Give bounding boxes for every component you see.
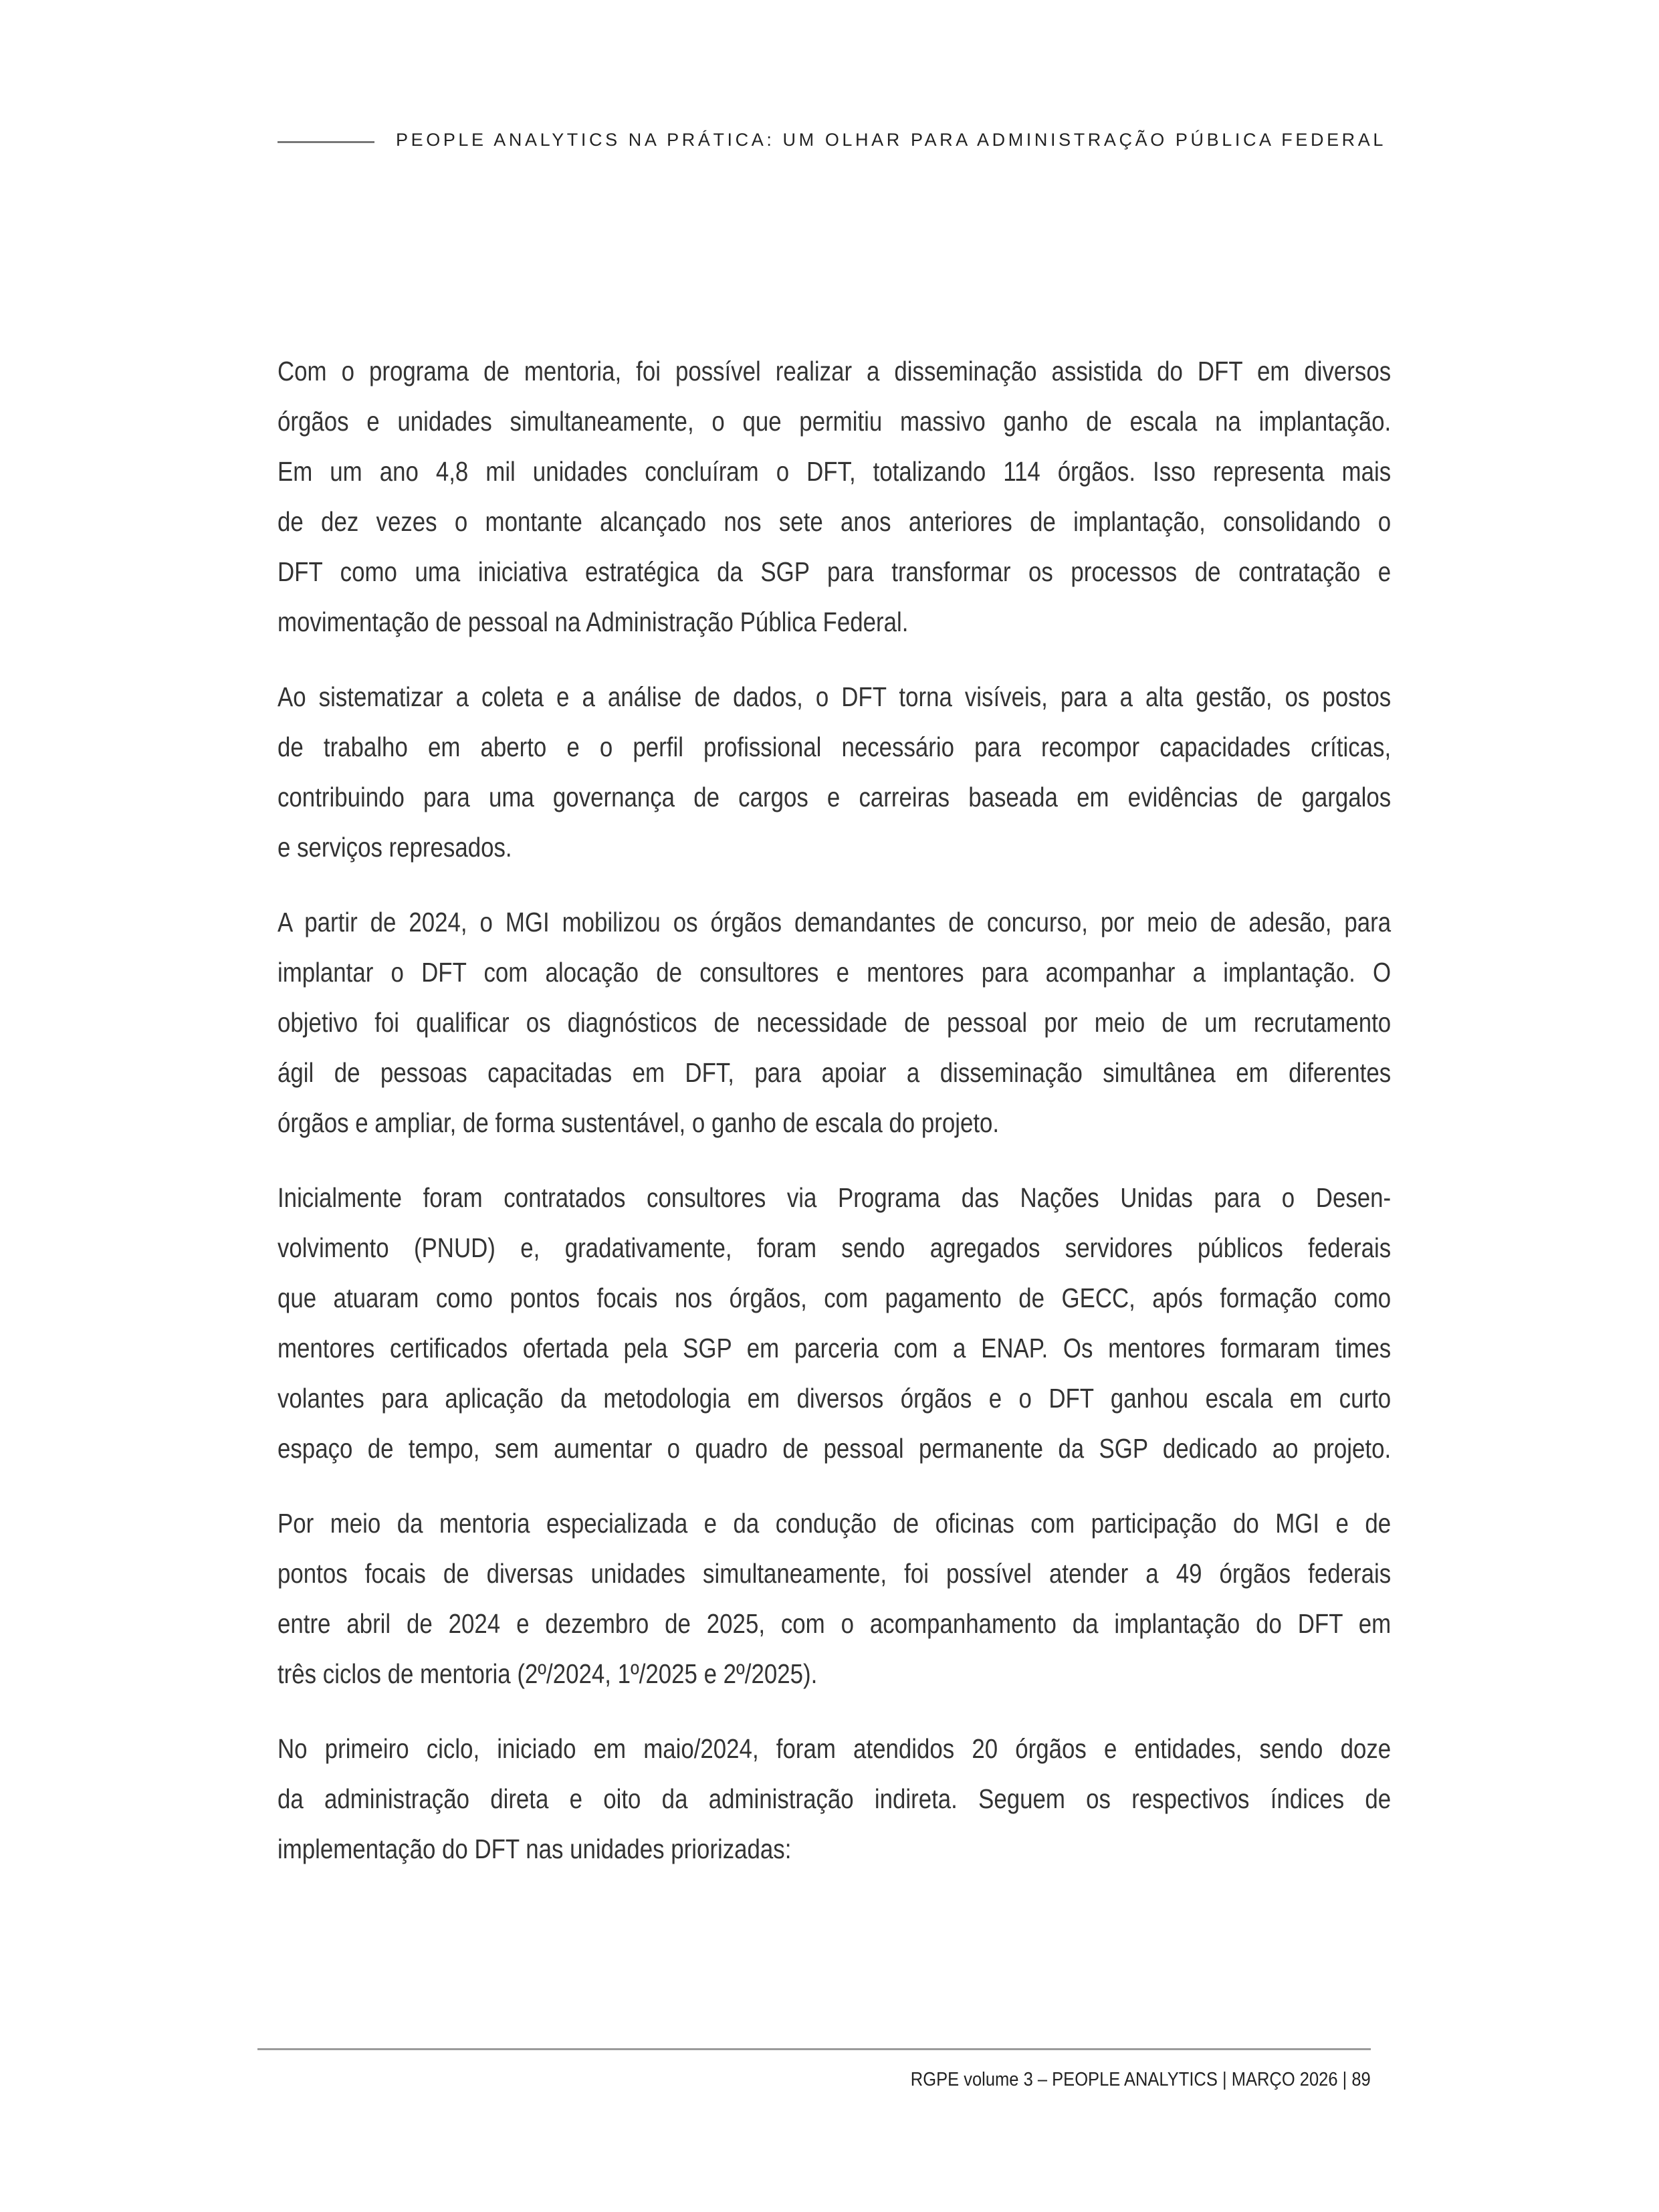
text-line: Com o programa de mentoria, foi possível realizar a disseminação assistida do DFT em diversos — [278, 356, 1392, 386]
text-line: implantar o DFT com alocação de consultores e mentores para acompanhar a implantação. O — [278, 957, 1392, 988]
text-line: movimentação de pessoal na Administração Pública Federal. — [278, 606, 909, 637]
text-line: objetivo foi qualificar os diagnósticos de necessidade de pessoal por meio de um recrutamento — [278, 1007, 1392, 1038]
page-footer: RGPE volume 3 – PEOPLE ANALYTICS | MARÇO 2026 | 89 — [911, 2069, 1371, 2090]
paragraph — [278, 1724, 1391, 1874]
text-line: órgãos e unidades simultaneamente, o que permitiu massivo ganho de escala na implantação. — [278, 406, 1392, 437]
text-line: ágil de pessoas capacitadas em DFT, para apoiar a disseminação simultânea em diferentes — [278, 1057, 1392, 1088]
text-line: volantes para aplicação da metodologia em diversos órgãos e o DFT ganhou escala em curto — [278, 1383, 1392, 1414]
text-line: mentores certificados ofertada pela SGP em parceria com a ENAP. Os mentores formaram times — [278, 1333, 1392, 1363]
paragraph — [278, 1173, 1391, 1474]
text-line: de trabalho em aberto e o perfil profissional necessário para recompor capacidades críticas, — [278, 732, 1392, 762]
text-line: entre abril de 2024 e dezembro de 2025, com o acompanhamento da implantação do DFT em — [278, 1608, 1392, 1639]
paragraph — [278, 346, 1391, 647]
text-line: pontos focais de diversas unidades simultaneamente, foi possível atender a 49 órgãos federais — [278, 1558, 1392, 1589]
text-line: espaço de tempo, sem aumentar o quadro de pessoal permanente da SGP dedicado ao projeto. — [278, 1433, 1392, 1464]
footer-rule — [257, 2048, 1371, 2050]
paragraph — [278, 672, 1391, 873]
text-line: contribuindo para uma governança de cargos e carreiras baseada em evidências de gargalos — [278, 782, 1392, 812]
text-line: e serviços represados. — [278, 832, 512, 863]
paragraph — [278, 1499, 1391, 1699]
text-line: implementação do DFT nas unidades priorizadas: — [278, 1834, 792, 1864]
text-line: Inicialmente foram contratados consultores via Programa das Nações Unidas para o Desen- — [278, 1182, 1392, 1213]
text-line: Por meio da mentoria especializada e da condução de oficinas com participação do MGI e de — [278, 1508, 1392, 1539]
text-line: Em um ano 4,8 mil unidades concluíram o DFT, totalizando 114 órgãos. Isso representa mais — [278, 456, 1392, 487]
text-line: DFT como uma iniciativa estratégica da SGP para transformar os processos de contratação e — [278, 556, 1392, 587]
running-header: PEOPLE ANALYTICS NA PRÁTICA: UM OLHAR PARA ADMINISTRAÇÃO PÚBLICA FEDERAL — [396, 130, 1387, 150]
text-line: No primeiro ciclo, iniciado em maio/2024, foram atendidos 20 órgãos e entidades, sendo doze — [278, 1733, 1392, 1764]
text-line: órgãos e ampliar, de forma sustentável, o ganho de escala do projeto. — [278, 1107, 1000, 1138]
text-line: A partir de 2024, o MGI mobilizou os órgãos demandantes de concurso, por meio de adesão, para — [278, 907, 1392, 937]
text-line: da administração direta e oito da administração indireta. Seguem os respectivos índices de — [278, 1783, 1392, 1814]
text-line: que atuaram como pontos focais nos órgãos, com pagamento de GECC, após formação como — [278, 1283, 1392, 1313]
body-text — [278, 346, 1391, 1899]
text-line: de dez vezes o montante alcançado nos sete anos anteriores de implantação, consolidando o — [278, 506, 1392, 537]
text-line: volvimento (PNUD) e, gradativamente, foram sendo agregados servidores públicos federais — [278, 1232, 1392, 1263]
header-rule — [278, 141, 374, 143]
paragraph — [278, 897, 1391, 1148]
text-line: três ciclos de mentoria (2º/2024, 1º/2025 e 2º/2025). — [278, 1658, 818, 1689]
text-line: Ao sistematizar a coleta e a análise de dados, o DFT torna visíveis, para a alta gestão, os postos — [278, 681, 1392, 712]
